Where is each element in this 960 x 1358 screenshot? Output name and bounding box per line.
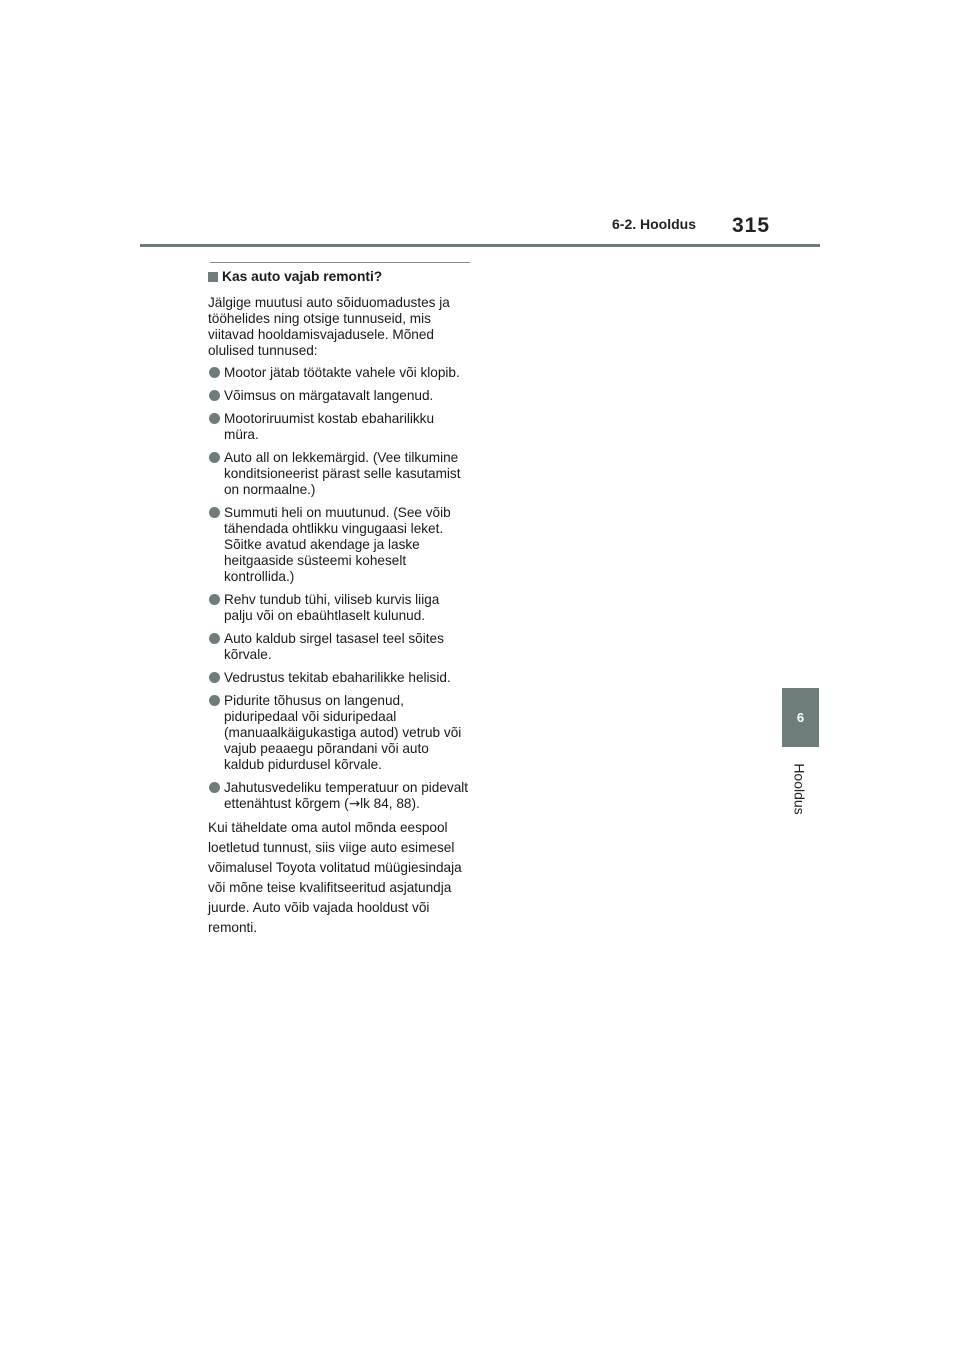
- list-item: [208, 592, 470, 624]
- circle-bullet-icon: [209, 594, 220, 605]
- page-reference: lk 84, 88).: [360, 796, 420, 811]
- chapter-tab: [782, 688, 819, 747]
- list-item: [208, 411, 470, 443]
- list-item: [208, 693, 470, 773]
- circle-bullet-icon: [209, 452, 220, 463]
- symptom-list: [208, 365, 470, 812]
- intro-paragraph: Jälgige muutusi auto sõiduomadustes ja tööhelides ning otsige tunnuseid, mis viitavad hooldamisvajadusele. Mõned olulised tunnused:: [208, 295, 450, 358]
- circle-bullet-icon: [209, 672, 220, 683]
- list-item-text: Pidurite tõhusus on langenud, piduripedaal või siduripedaal (manuaalkäigukastiga autod) vetrub või vajub peaaegu põrandani või auto kaldub pidurdusel kõrvale.: [224, 693, 462, 772]
- list-item-text: Jahutusvedeliku temperatuur on pidevalt ettenähtust kõrgem (: [224, 780, 469, 811]
- list-item-text: Võimsus on märgatavalt langenud.: [224, 388, 434, 403]
- section-rule: [210, 262, 470, 263]
- list-item-text: Vedrustus tekitab ebaharilikke helisid.: [224, 670, 451, 685]
- list-item: [208, 505, 470, 585]
- circle-bullet-icon: [209, 782, 220, 793]
- list-item-text: Mootor jätab töötakte vahele või klopib.: [224, 365, 460, 380]
- circle-bullet-icon: [209, 390, 220, 401]
- square-bullet-icon: [208, 272, 218, 282]
- header-section-title: 6-2. Hooldus: [612, 216, 697, 232]
- closing-paragraph: Kui täheldate oma autol mõnda eespool loetletud tunnust, siis viige auto esimesel võimalusel Toyota volitatud müügiesindaja või mõne teise kvalifitseeritud asjatundja juurde. Auto võib vajada hooldust või remonti.: [208, 820, 462, 935]
- list-item: [208, 670, 470, 686]
- chapter-number: 6: [796, 710, 805, 725]
- arrow-reference-icon: →: [348, 796, 361, 812]
- circle-bullet-icon: [209, 367, 220, 378]
- circle-bullet-icon: [209, 507, 220, 518]
- chapter-title: Hooldus: [792, 763, 808, 815]
- header-rule: [140, 244, 820, 247]
- list-item-text: Auto all on lekkemärgid. (Vee tilkumine konditsioneerist pärast selle kasutamist on normaalne.): [224, 450, 461, 497]
- section-title: Kas auto vajab remonti?: [222, 269, 383, 284]
- chapter-side-label: [785, 758, 815, 820]
- section-heading: [208, 269, 470, 285]
- list-item-text: Summuti heli on muutunud. (See võib tähendada ohtlikku vingugaasi leket. Sõitke avatud akendage ja laske heitgaaside süsteemi koheselt kontrollida.): [224, 505, 451, 584]
- list-item-text: Rehv tundub tühi, viliseb kurvis liiga palju või on ebaühtlaselt kulunud.: [224, 592, 440, 623]
- page-number: 315: [732, 214, 771, 237]
- list-item-text: Mootoriruumist kostab ebaharilikku müra.: [224, 411, 435, 442]
- circle-bullet-icon: [209, 633, 220, 644]
- list-item: [208, 450, 470, 498]
- list-item: [208, 780, 470, 812]
- list-item-text: Auto kaldub sirgel tasasel teel sõites kõrvale.: [224, 631, 444, 662]
- circle-bullet-icon: [209, 413, 220, 424]
- circle-bullet-icon: [209, 695, 220, 706]
- content-column: [208, 262, 470, 938]
- list-item: [208, 365, 470, 381]
- list-item: [208, 388, 470, 404]
- list-item: [208, 631, 470, 663]
